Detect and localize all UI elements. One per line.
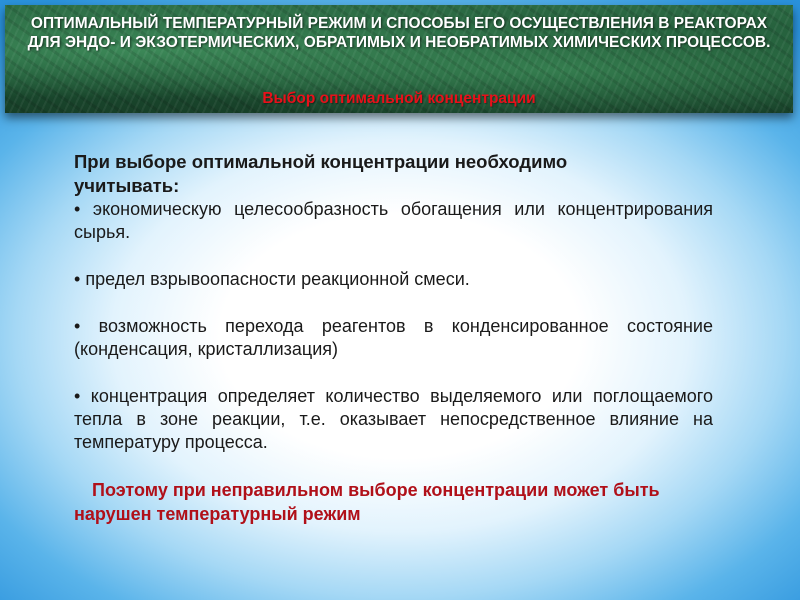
bullet-marker: • — [74, 316, 81, 336]
bullet-marker: • — [74, 386, 81, 406]
conclusion-label: Поэтому при неправильном выборе концентрации может быть нарушен температурный режим — [74, 480, 660, 524]
bullet-item-explosion-limit — [74, 268, 713, 291]
bullet-text: возможность перехода реагентов в конденсированное состояние (конденсация, кристаллизация) — [74, 316, 713, 359]
slide-content — [74, 150, 713, 526]
bullet-text: концентрация определяет количество выделяемого или поглощаемого тепла в зоне реакции, т.е. оказывает непосредственное влияние на температуру процесса. — [74, 386, 713, 452]
bullet-text: экономическую целесообразность обогащения или концентрирования сырья. — [74, 199, 713, 242]
header-banner — [5, 5, 793, 113]
slide-subtitle: Выбор оптимальной концентрации — [262, 90, 536, 107]
bullet-item-heat — [74, 385, 713, 454]
bullet-marker: • — [74, 269, 81, 289]
bullet-text: предел взрывоопасности реакционной смеси. — [85, 269, 470, 289]
conclusion-text — [74, 478, 713, 526]
bullet-item-phase-transition — [74, 315, 713, 361]
slide-title: ОПТИМАЛЬНЫЙ ТЕМПЕРАТУРНЫЙ РЕЖИМ И СПОСОБЫ ЕГО ОСУЩЕСТВЛЕНИЯ В РЕАКТОРАХ ДЛЯ ЭНДО- И ЭКЗОТЕРМИЧЕСКИХ, ОБРАТИМЫХ И НЕОБРАТИМЫХ ХИМИЧЕСКИХ ПРОЦЕССОВ. — [27, 15, 771, 51]
bullet-marker: • — [74, 199, 81, 219]
intro-text: При выборе оптимальной концентрации необходимо учитывать: — [74, 151, 568, 196]
bullet-item-economic — [74, 198, 713, 244]
